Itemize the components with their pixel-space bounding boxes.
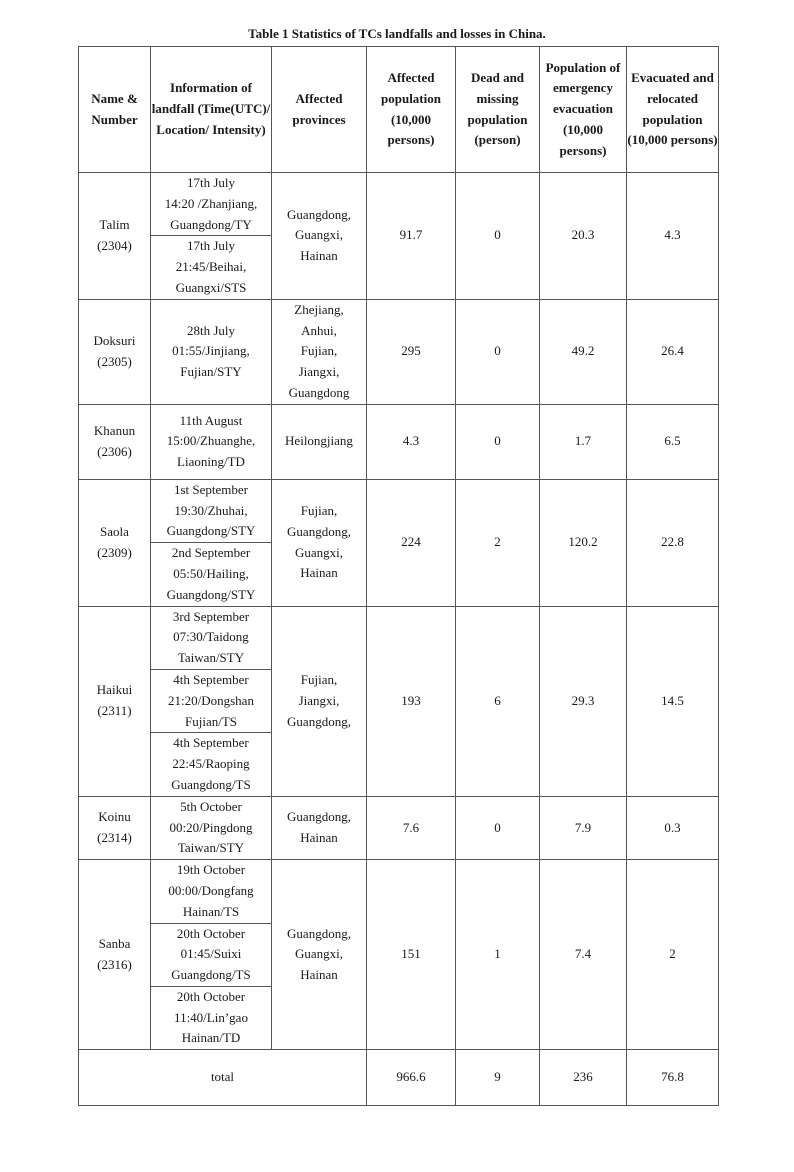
cell-emergency: 1.7: [540, 404, 627, 479]
total-affected: 966.6: [367, 1050, 456, 1106]
cell-provinces: Fujian, Jiangxi, Guangdong,: [272, 606, 367, 796]
cell-emergency: 7.4: [540, 860, 627, 1050]
cell-landfall: 4th September 21:20/Dongshan Fujian/TS: [151, 669, 272, 732]
header-relocated: Evacuated and relocated population (10,000 persons): [627, 47, 719, 173]
cell-landfall: 20th October 11:40/Lin’gao Hainan/TD: [151, 986, 272, 1049]
header-name: Name & Number: [79, 47, 151, 173]
cell-emergency: 29.3: [540, 606, 627, 796]
cell-affected: 91.7: [367, 173, 456, 300]
cell-relocated: 22.8: [627, 479, 719, 606]
cell-landfall: 19th October 00:00/Dongfang Hainan/TS: [151, 860, 272, 923]
cell-relocated: 2: [627, 860, 719, 1050]
table-row: [79, 606, 719, 669]
cell-provinces: Guangdong, Guangxi, Hainan: [272, 860, 367, 1050]
table-row: [79, 860, 719, 923]
cell-emergency: 20.3: [540, 173, 627, 300]
header-provinces: Affected provinces: [272, 47, 367, 173]
tc-statistics-table: [78, 46, 719, 1106]
cell-name: Khanun (2306): [79, 404, 151, 479]
cell-name: Doksuri (2305): [79, 299, 151, 404]
cell-landfall: 5th October 00:20/Pingdong Taiwan/STY: [151, 796, 272, 859]
cell-provinces: Fujian, Guangdong, Guangxi, Hainan: [272, 479, 367, 606]
cell-relocated: 14.5: [627, 606, 719, 796]
cell-landfall: 28th July 01:55/Jinjiang, Fujian/STY: [151, 299, 272, 404]
cell-dead: 0: [456, 796, 540, 859]
cell-dead: 0: [456, 299, 540, 404]
cell-relocated: 4.3: [627, 173, 719, 300]
cell-affected: 151: [367, 860, 456, 1050]
header-affected: Affected population (10,000 persons): [367, 47, 456, 173]
cell-dead: 2: [456, 479, 540, 606]
header-landfall: Information of landfall (Time(UTC)/ Location/ Intensity): [151, 47, 272, 173]
header-row: [79, 47, 719, 173]
cell-name: Koinu (2314): [79, 796, 151, 859]
header-dead: Dead and missing population (person): [456, 47, 540, 173]
header-emergency: Population of emergency evacuation (10,000 persons): [540, 47, 627, 173]
cell-affected: 193: [367, 606, 456, 796]
cell-provinces: Heilongjiang: [272, 404, 367, 479]
total-label: total: [79, 1050, 367, 1106]
table-caption: Table 1 Statistics of TCs landfalls and losses in China.: [248, 26, 546, 41]
table-row: [79, 796, 719, 859]
cell-emergency: 120.2: [540, 479, 627, 606]
cell-provinces: Zhejiang, Anhui, Fujian, Jiangxi, Guangdong: [272, 299, 367, 404]
cell-name: Sanba (2316): [79, 860, 151, 1050]
cell-emergency: 7.9: [540, 796, 627, 859]
cell-provinces: Guangdong, Guangxi, Hainan: [272, 173, 367, 300]
table-row: [79, 173, 719, 236]
cell-name: Saola (2309): [79, 479, 151, 606]
cell-landfall: 11th August 15:00/Zhuanghe, Liaoning/TD: [151, 404, 272, 479]
cell-relocated: 6.5: [627, 404, 719, 479]
total-dead: 9: [456, 1050, 540, 1106]
cell-relocated: 0.3: [627, 796, 719, 859]
total-relocated: 76.8: [627, 1050, 719, 1106]
cell-affected: 7.6: [367, 796, 456, 859]
cell-landfall: 17th July 14:20 /Zhanjiang, Guangdong/TY: [151, 173, 272, 236]
cell-dead: 6: [456, 606, 540, 796]
cell-affected: 295: [367, 299, 456, 404]
cell-relocated: 26.4: [627, 299, 719, 404]
cell-provinces: Guangdong, Hainan: [272, 796, 367, 859]
cell-name: Talim (2304): [79, 173, 151, 300]
cell-landfall: 17th July 21:45/Beihai, Guangxi/STS: [151, 236, 272, 299]
cell-affected: 4.3: [367, 404, 456, 479]
cell-landfall: 2nd September 05:50/Hailing, Guangdong/STY: [151, 543, 272, 606]
table-row: [79, 299, 719, 404]
table-row: [79, 479, 719, 542]
cell-dead: 1: [456, 860, 540, 1050]
cell-affected: 224: [367, 479, 456, 606]
cell-landfall: 20th October 01:45/Suixi Guangdong/TS: [151, 923, 272, 986]
total-emergency: 236: [540, 1050, 627, 1106]
cell-landfall: 4th September 22:45/Raoping Guangdong/TS: [151, 733, 272, 796]
total-row: [79, 1050, 719, 1106]
cell-landfall: 1st September 19:30/Zhuhai, Guangdong/STY: [151, 479, 272, 542]
cell-emergency: 49.2: [540, 299, 627, 404]
table-row: [79, 404, 719, 479]
cell-landfall: 3rd September 07:30/Taidong Taiwan/STY: [151, 606, 272, 669]
cell-dead: 0: [456, 173, 540, 300]
cell-dead: 0: [456, 404, 540, 479]
cell-name: Haikui (2311): [79, 606, 151, 796]
